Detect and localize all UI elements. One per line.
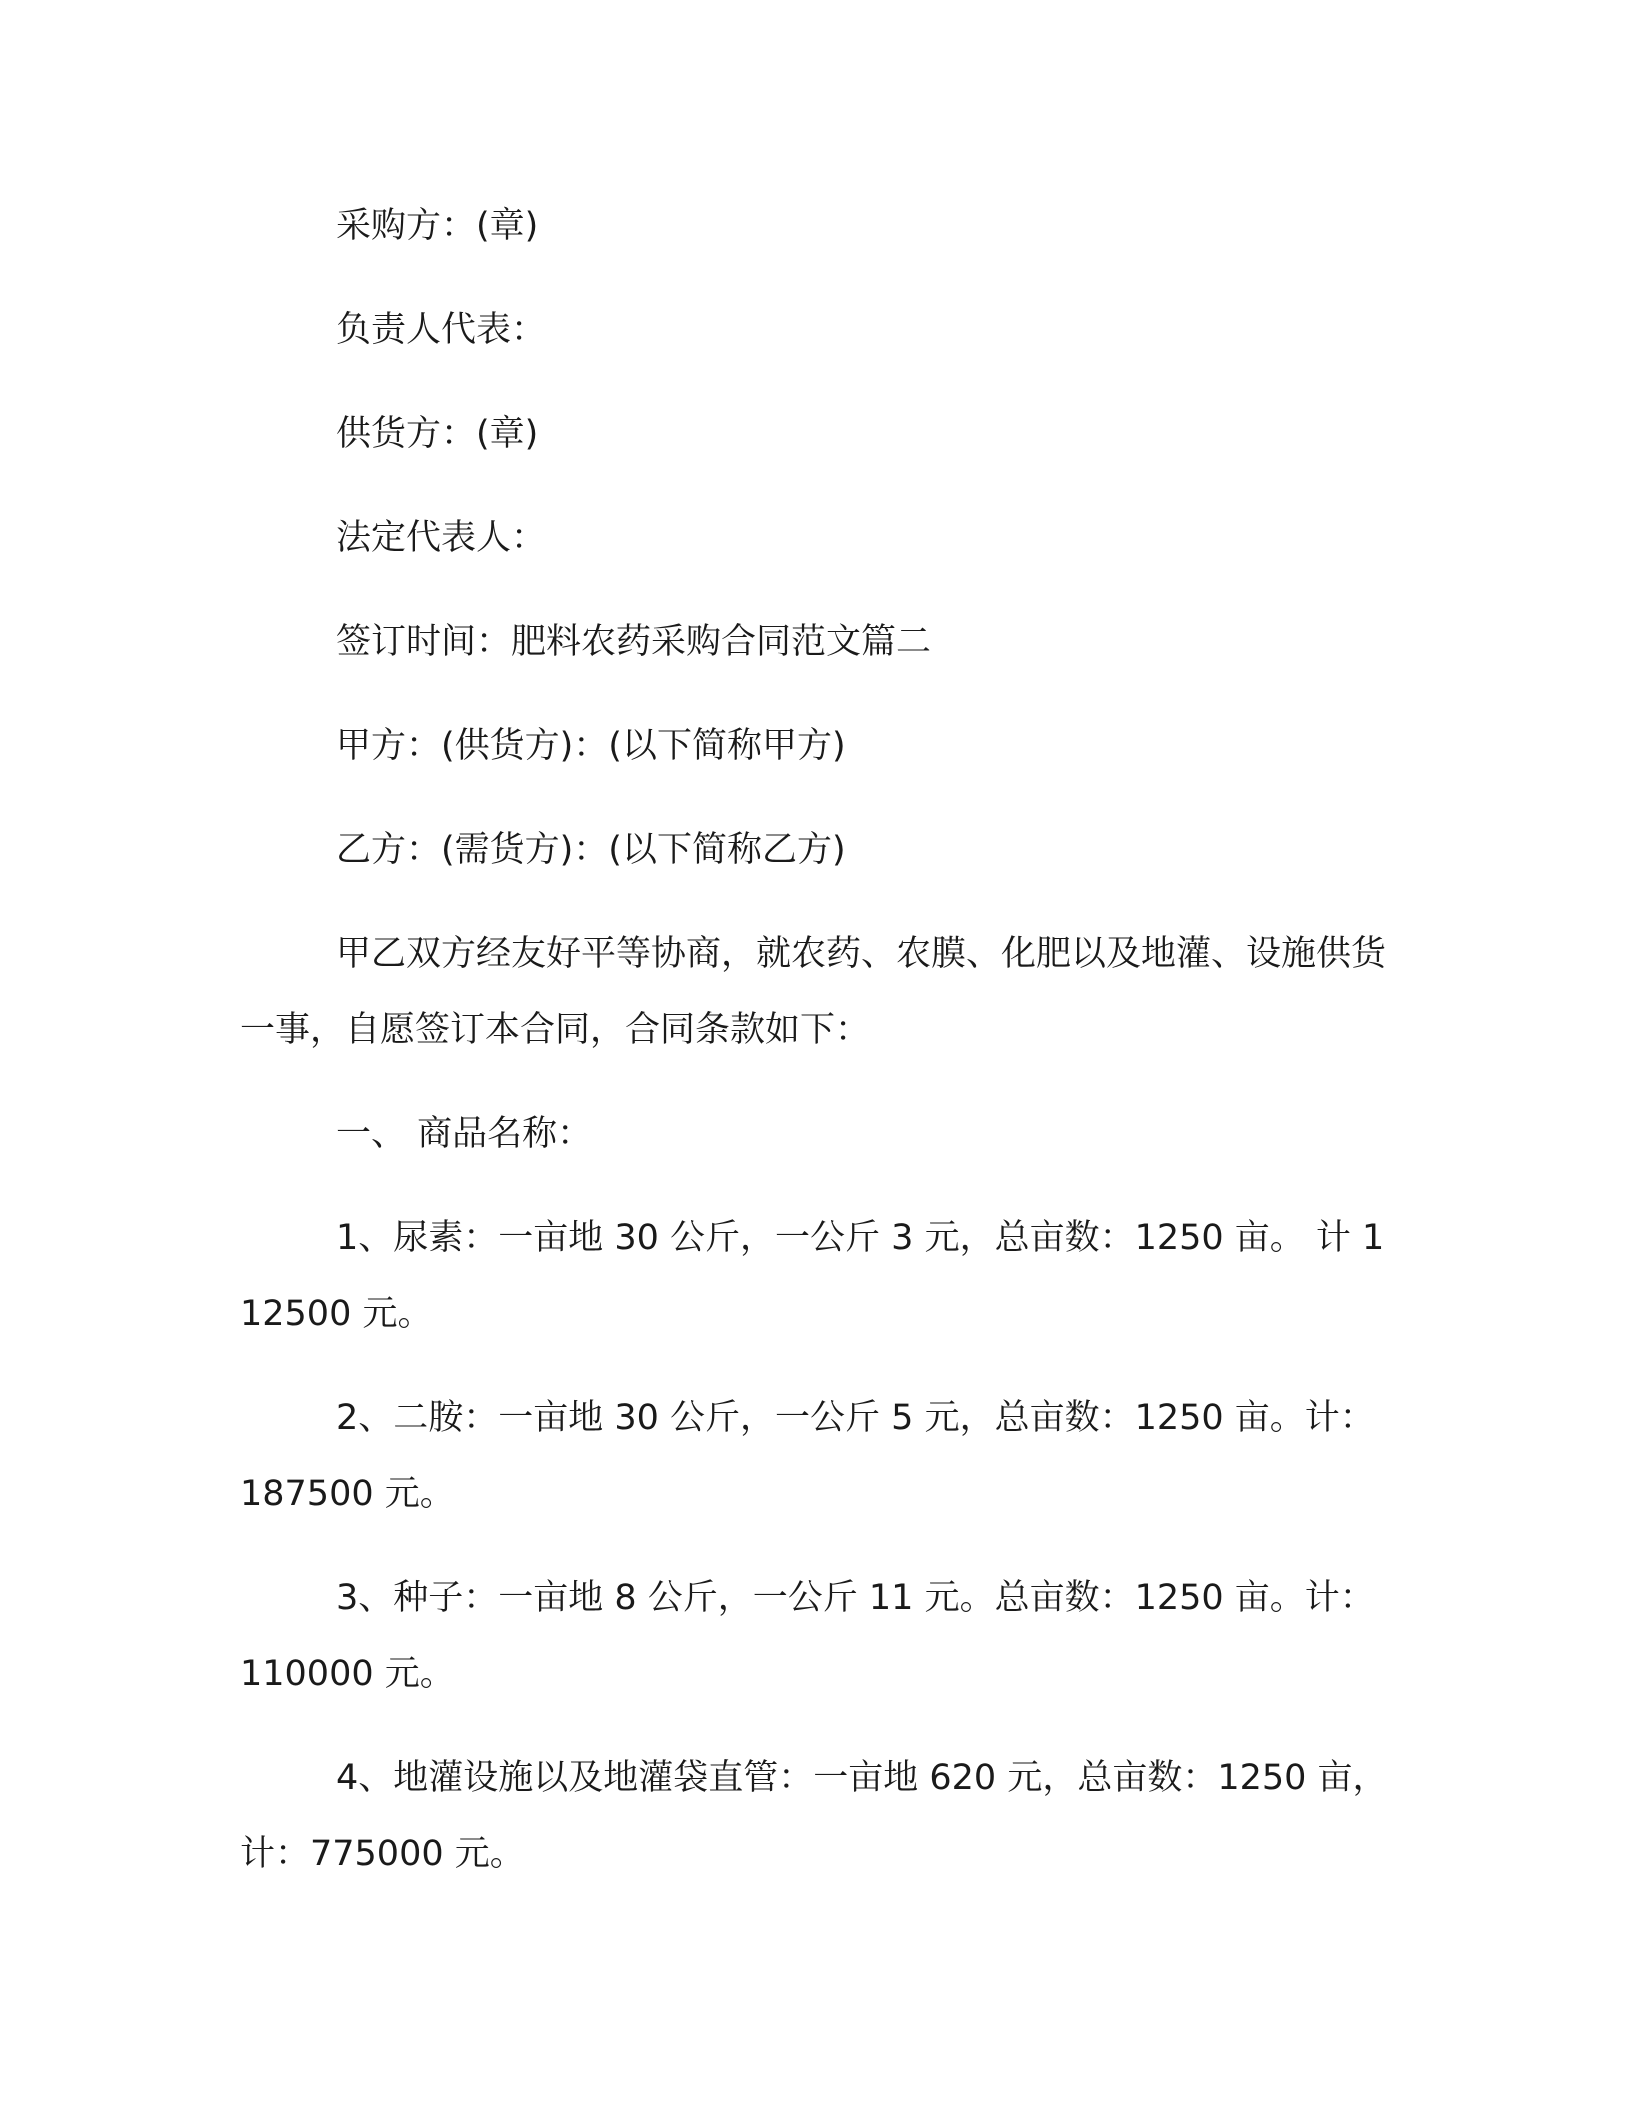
item-seeds: 3、种子：一亩地 8 公斤，一公斤 11 元。总亩数：1250 亩。计：110000 元。 <box>240 1578 1375 1694</box>
section-heading-goods: 一、 商品名称： <box>336 1114 593 1154</box>
buyer-seal-line: 采购方：(章) <box>336 206 539 246</box>
item-urea: 1、尿素：一亩地 30 公斤，一公斤 3 元，总亩数：1250 亩。 计 112500 元。 <box>240 1218 1385 1334</box>
signing-time-line: 签订时间：肥料农药采购合同范文篇二 <box>336 622 932 662</box>
legal-representative-line: 法定代表人： <box>336 518 547 558</box>
item-irrigation: 4、地灌设施以及地灌袋直管：一亩地 620 元，总亩数：1250 亩，计：775000 元。 <box>240 1758 1388 1874</box>
item-diamine: 2、二胺：一亩地 30 公斤，一公斤 5 元，总亩数：1250 亩。计：187500 元。 <box>240 1398 1375 1514</box>
party-b-line: 乙方：(需货方)：(以下简称乙方) <box>336 830 846 870</box>
intro-paragraph: 甲乙双方经友好平等协商，就农药、农膜、化肥以及地灌、设施供货一事，自愿签订本合同，合同条款如下： <box>240 934 1387 1050</box>
supplier-seal-line: 供货方：(章) <box>336 414 539 454</box>
buyer-representative-line: 负责人代表： <box>336 310 547 350</box>
document-body <box>240 188 1392 1920</box>
party-a-line: 甲方：(供货方)：(以下简称甲方) <box>336 726 846 766</box>
